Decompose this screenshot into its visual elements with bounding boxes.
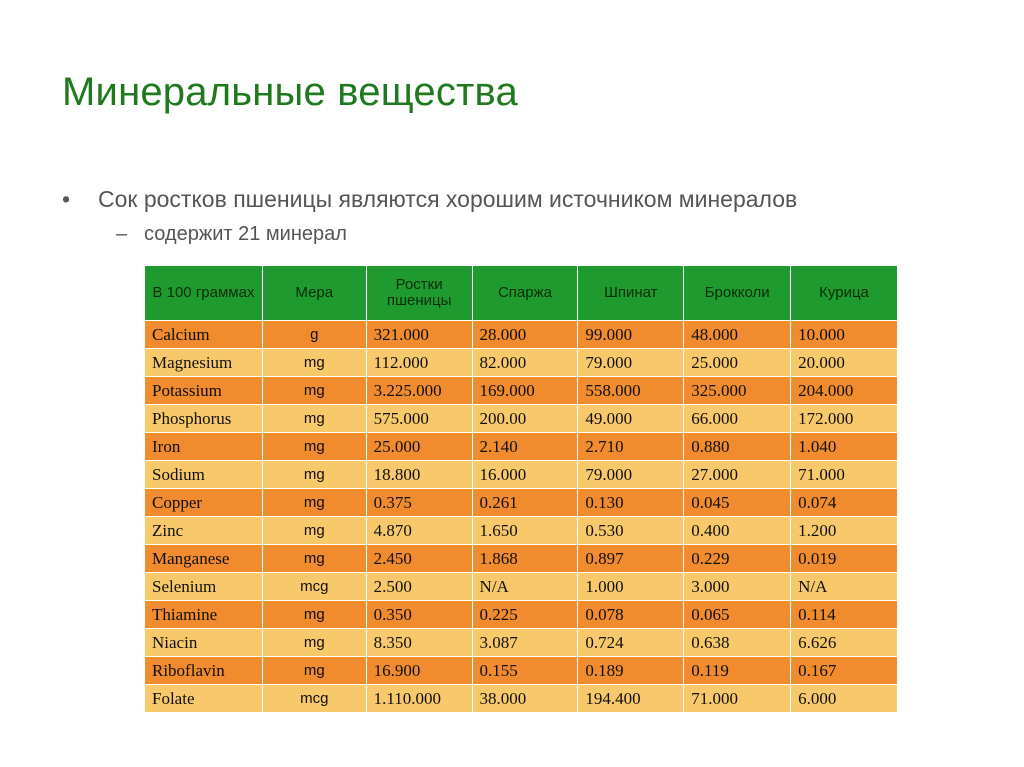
asparagus-value: 28.000: [472, 321, 578, 349]
broccoli-value: 0.400: [684, 517, 791, 545]
table-row: [145, 629, 898, 657]
unit: mcg: [262, 573, 366, 601]
wheatgrass-value: 25.000: [366, 433, 472, 461]
header-broccoli: Брокколи: [684, 266, 791, 321]
broccoli-value: 25.000: [684, 349, 791, 377]
asparagus-value: 0.155: [472, 657, 578, 685]
spinach-value: 49.000: [578, 405, 684, 433]
header-wheatgrass: Ростки пшеницы: [366, 266, 472, 321]
bullet-main-text: Сок ростков пшеницы являются хорошим источником минералов: [98, 186, 798, 212]
wheatgrass-value: 4.870: [366, 517, 472, 545]
wheatgrass-value: 3.225.000: [366, 377, 472, 405]
header-unit: Мера: [262, 266, 366, 321]
asparagus-value: 0.225: [472, 601, 578, 629]
table-row: [145, 685, 898, 713]
spinach-value: 194.400: [578, 685, 684, 713]
asparagus-value: N/A: [472, 573, 578, 601]
chicken-value: 6.000: [791, 685, 898, 713]
spinach-value: 0.078: [578, 601, 684, 629]
unit: mg: [262, 489, 366, 517]
unit: mg: [262, 405, 366, 433]
chicken-value: 1.200: [791, 517, 898, 545]
table-row: [145, 377, 898, 405]
wheatgrass-value: 18.800: [366, 461, 472, 489]
header-spinach: Шпинат: [578, 266, 684, 321]
broccoli-value: 71.000: [684, 685, 791, 713]
table-row: [145, 433, 898, 461]
table-body: [145, 321, 898, 713]
mineral-name: Phosphorus: [145, 405, 263, 433]
spinach-value: 2.710: [578, 433, 684, 461]
broccoli-value: 325.000: [684, 377, 791, 405]
chicken-value: 1.040: [791, 433, 898, 461]
chicken-value: 10.000: [791, 321, 898, 349]
chicken-value: 71.000: [791, 461, 898, 489]
chicken-value: N/A: [791, 573, 898, 601]
unit: mg: [262, 433, 366, 461]
table-header-row: [145, 266, 898, 321]
unit: mg: [262, 657, 366, 685]
broccoli-value: 0.119: [684, 657, 791, 685]
mineral-name: Manganese: [145, 545, 263, 573]
chicken-value: 0.074: [791, 489, 898, 517]
wheatgrass-value: 0.350: [366, 601, 472, 629]
wheatgrass-value: 0.375: [366, 489, 472, 517]
chicken-value: 0.167: [791, 657, 898, 685]
asparagus-value: 1.650: [472, 517, 578, 545]
mineral-name: Iron: [145, 433, 263, 461]
asparagus-value: 3.087: [472, 629, 578, 657]
asparagus-value: 82.000: [472, 349, 578, 377]
unit: mg: [262, 545, 366, 573]
mineral-name: Thiamine: [145, 601, 263, 629]
asparagus-value: 169.000: [472, 377, 578, 405]
wheatgrass-value: 575.000: [366, 405, 472, 433]
mineral-name: Selenium: [145, 573, 263, 601]
mineral-name: Zinc: [145, 517, 263, 545]
spinach-value: 79.000: [578, 461, 684, 489]
chicken-value: 6.626: [791, 629, 898, 657]
spinach-value: 99.000: [578, 321, 684, 349]
table-row: [145, 601, 898, 629]
unit: g: [262, 321, 366, 349]
header-per-100g: В 100 граммах: [145, 266, 263, 321]
table-row: [145, 405, 898, 433]
mineral-name: Niacin: [145, 629, 263, 657]
table-row: [145, 517, 898, 545]
spinach-value: 0.897: [578, 545, 684, 573]
slide-title: Минеральные вещества: [62, 70, 518, 114]
mineral-name: Calcium: [145, 321, 263, 349]
broccoli-value: 3.000: [684, 573, 791, 601]
mineral-name: Riboflavin: [145, 657, 263, 685]
asparagus-value: 16.000: [472, 461, 578, 489]
wheatgrass-value: 16.900: [366, 657, 472, 685]
broccoli-value: 0.065: [684, 601, 791, 629]
bullet-main: [62, 186, 797, 213]
unit: mg: [262, 349, 366, 377]
wheatgrass-value: 112.000: [366, 349, 472, 377]
unit: mcg: [262, 685, 366, 713]
chicken-value: 172.000: [791, 405, 898, 433]
mineral-name: Copper: [145, 489, 263, 517]
asparagus-value: 200.00: [472, 405, 578, 433]
broccoli-value: 0.880: [684, 433, 791, 461]
broccoli-value: 66.000: [684, 405, 791, 433]
wheatgrass-value: 1.110.000: [366, 685, 472, 713]
mineral-name: Magnesium: [145, 349, 263, 377]
spinach-value: 0.189: [578, 657, 684, 685]
asparagus-value: 2.140: [472, 433, 578, 461]
unit: mg: [262, 461, 366, 489]
wheatgrass-value: 321.000: [366, 321, 472, 349]
mineral-name: Potassium: [145, 377, 263, 405]
chicken-value: 0.019: [791, 545, 898, 573]
spinach-value: 0.724: [578, 629, 684, 657]
mineral-name: Folate: [145, 685, 263, 713]
header-asparagus: Спаржа: [472, 266, 578, 321]
table-row: [145, 545, 898, 573]
table-row: [145, 573, 898, 601]
chicken-value: 20.000: [791, 349, 898, 377]
table-row: [145, 349, 898, 377]
wheatgrass-value: 2.500: [366, 573, 472, 601]
broccoli-value: 0.045: [684, 489, 791, 517]
broccoli-value: 48.000: [684, 321, 791, 349]
spinach-value: 0.130: [578, 489, 684, 517]
spinach-value: 558.000: [578, 377, 684, 405]
asparagus-value: 38.000: [472, 685, 578, 713]
chicken-value: 204.000: [791, 377, 898, 405]
broccoli-value: 0.229: [684, 545, 791, 573]
table-row: [145, 489, 898, 517]
asparagus-value: 0.261: [472, 489, 578, 517]
broccoli-value: 0.638: [684, 629, 791, 657]
mineral-name: Sodium: [145, 461, 263, 489]
spinach-value: 79.000: [578, 349, 684, 377]
table-row: [145, 321, 898, 349]
wheatgrass-value: 8.350: [366, 629, 472, 657]
chicken-value: 0.114: [791, 601, 898, 629]
sub-bullet-marker: –: [116, 223, 128, 245]
bullet-sub: [116, 223, 347, 246]
bullet-marker: •: [62, 186, 71, 212]
bullet-sub-text: содержит 21 минерал: [144, 223, 347, 245]
broccoli-value: 27.000: [684, 461, 791, 489]
wheatgrass-value: 2.450: [366, 545, 472, 573]
header-chicken: Курица: [791, 266, 898, 321]
spinach-value: 0.530: [578, 517, 684, 545]
unit: mg: [262, 377, 366, 405]
unit: mg: [262, 629, 366, 657]
table-row: [145, 657, 898, 685]
unit: mg: [262, 601, 366, 629]
spinach-value: 1.000: [578, 573, 684, 601]
unit: mg: [262, 517, 366, 545]
asparagus-value: 1.868: [472, 545, 578, 573]
minerals-table: [144, 265, 898, 713]
table-row: [145, 461, 898, 489]
